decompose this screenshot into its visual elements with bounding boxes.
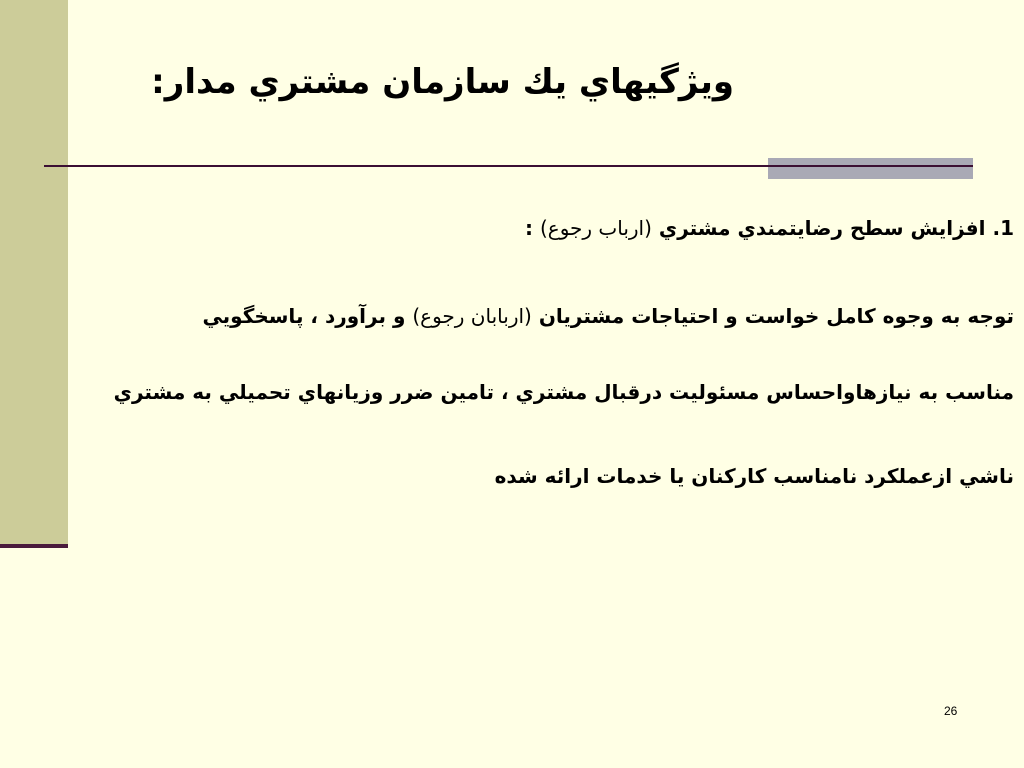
slide-title: ويژگيهاي يك سازمان مشتري مدار: [151, 62, 734, 102]
body-line-1-paren: (ارباب رجوع) [539, 216, 652, 240]
title-accent-bar [768, 158, 973, 179]
body-line-3-main: مناسب به نيازهاواحساس مسئوليت درقبال مشتري ، تامين ضرر وزيانهاي تحميلي به مشتري [113, 380, 1014, 404]
body-line-2 [202, 304, 1014, 328]
body-line-1-tail: : [524, 216, 533, 240]
body-line-2-tail: و برآورد ، پاسخگويي [202, 304, 406, 328]
body-line-3 [114, 380, 1014, 404]
body-line-4 [495, 464, 1014, 488]
body-line-1-main: 1. افزايش سطح رضايتمندي مشتري [658, 216, 1014, 240]
left-band-rule [0, 544, 68, 548]
body-line-2-main: توجه به وجوه كامل خواست و احتياجات مشتريان [538, 304, 1014, 328]
body-line-4-main: ناشي ازعملكرد نامناسب كاركنان يا خدمات ارائه شده [494, 464, 1014, 488]
page-number: 26 [944, 704, 958, 718]
title-underline-rule [44, 165, 970, 167]
body-line-2-paren: (اربابان رجوع) [412, 304, 532, 328]
left-decorative-band [0, 0, 68, 546]
body-line-1 [525, 216, 1014, 240]
